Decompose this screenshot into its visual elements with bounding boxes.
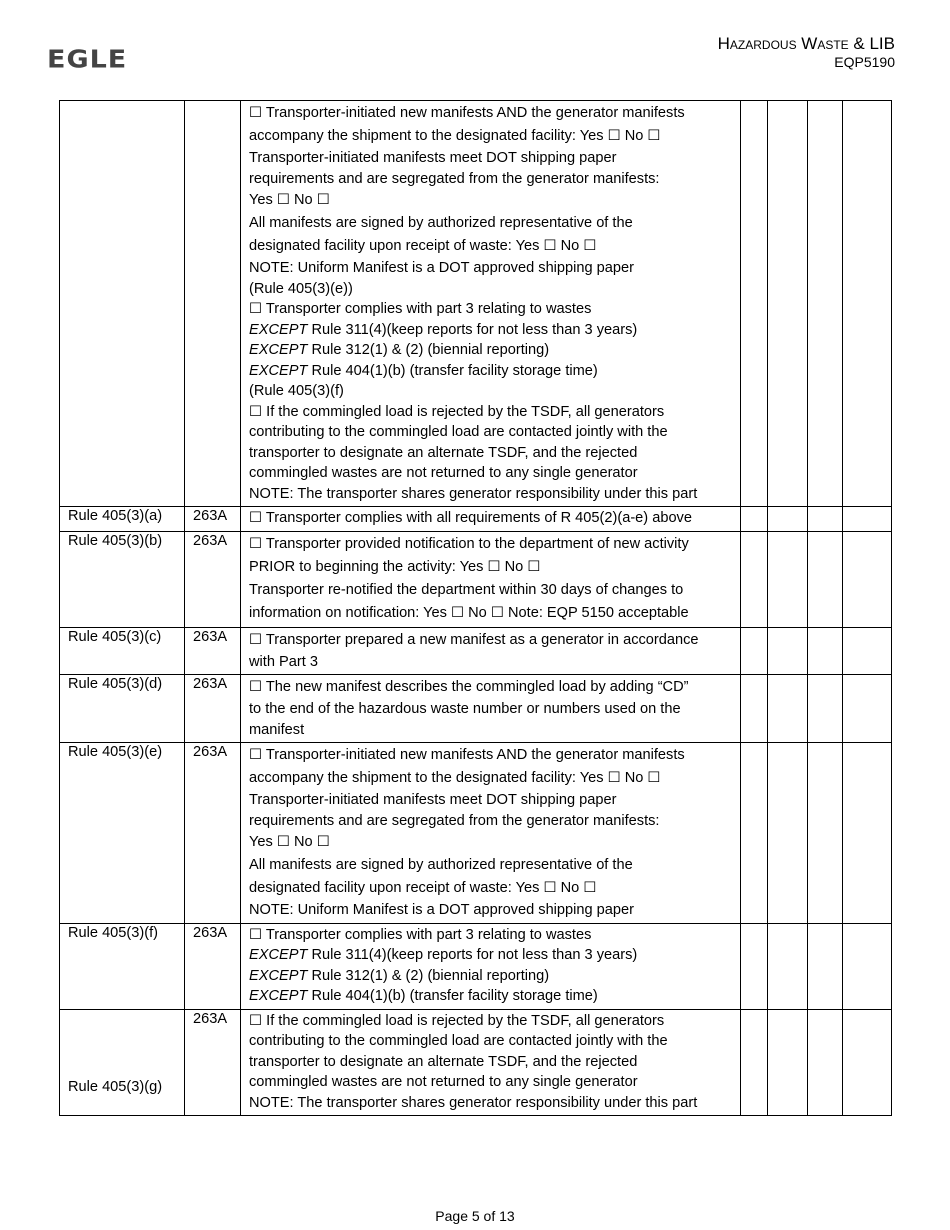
mark-cell[interactable] [768,101,808,507]
rule-cell: Rule 405(3)(c) [60,627,185,675]
page-number: Page 5 of 13 [435,1208,515,1224]
text-line: transporter to designate an alternate TSDF, and the rejected [249,444,638,461]
rule-cell: Rule 405(3)(e) [60,743,185,924]
mark-cell[interactable] [843,743,892,924]
text-line: Transporter re-notified the department within 30 days of changes to [249,581,684,598]
except-line [249,945,732,966]
text-line: transporter to designate an alternate TSDF, and the rejected [249,1053,638,1070]
mark-cell[interactable] [768,531,808,627]
inspection-checklist-table [59,100,892,1116]
description-cell [241,531,741,627]
text-line: All manifests are signed by authorized representative of the [249,857,633,873]
checkbox-item[interactable]: ☐ Transporter complies with part 3 relating to wastes [249,926,592,943]
table-row [60,507,892,532]
rule-cell [60,101,185,507]
except-line [249,361,732,382]
except-text: Rule 404(1)(b) (transfer facility storage time) [311,988,598,1004]
note-line: NOTE: The transporter shares generator responsibility under this part [249,1094,698,1111]
text-line: commingled wastes are not returned to any single generator [249,465,638,481]
description-cell [241,743,741,924]
code-cell: 263A [185,675,241,743]
mark-cell[interactable] [843,923,892,1009]
yes-no-item[interactable]: accompany the shipment to the designated facility: Yes ☐ No ☐ [249,770,661,786]
mark-cell[interactable] [808,627,843,675]
code-cell: 263A [185,507,241,532]
text-line: to the end of the hazardous waste number or numbers used on the [249,701,681,717]
text-line: (Rule 405(3)(f) [249,383,344,399]
except-text: Rule 312(1) & (2) (biennial reporting) [311,967,550,984]
egle-logo: EGLE [47,45,128,74]
except-line [249,966,732,987]
table-row [60,1009,892,1116]
mark-cell[interactable] [768,627,808,675]
except-label: EXCEPT [249,967,308,984]
mark-cell[interactable] [741,743,768,924]
except-label: EXCEPT [249,947,308,963]
mark-cell[interactable] [808,507,843,532]
except-label: EXCEPT [249,362,308,379]
mark-cell[interactable] [843,1009,892,1116]
mark-cell[interactable] [768,675,808,743]
yes-no-item[interactable]: PRIOR to beginning the activity: Yes ☐ No ☐ [249,558,541,575]
yes-no-item[interactable]: Yes ☐ No ☐ [249,192,330,208]
mark-cell[interactable] [741,531,768,627]
mark-cell[interactable] [768,743,808,924]
rule-cell: Rule 405(3)(f) [60,923,185,1009]
yes-no-item[interactable]: accompany the shipment to the designated facility: Yes ☐ No ☐ [249,128,661,144]
except-text: Rule 312(1) & (2) (biennial reporting) [311,342,550,358]
yes-no-item[interactable]: information on notification: Yes ☐ No ☐ Note: EQP 5150 acceptable [249,604,689,621]
mark-cell[interactable] [741,1009,768,1116]
description-cell [241,675,741,743]
mark-cell[interactable] [741,675,768,743]
except-line [249,320,732,341]
table-row [60,101,892,507]
description-cell [241,923,741,1009]
except-text: Rule 404(1)(b) (transfer facility storage time) [311,362,598,379]
mark-cell[interactable] [741,923,768,1009]
description-cell [241,627,741,675]
code-cell: 263A [185,923,241,1009]
code-cell: 263A [185,1009,241,1116]
text-line: All manifests are signed by authorized representative of the [249,215,633,231]
table-row [60,675,892,743]
mark-cell[interactable] [741,627,768,675]
mark-cell[interactable] [843,101,892,507]
text-line: contributing to the commingled load are contacted jointly with the [249,424,668,440]
checkbox-item[interactable]: ☐ Transporter provided notification to the department of new activity [249,535,689,552]
mark-cell[interactable] [808,531,843,627]
except-label: EXCEPT [249,321,308,338]
mark-cell[interactable] [843,507,892,532]
code-cell: 263A [185,743,241,924]
yes-no-item[interactable]: designated facility upon receipt of waste: Yes ☐ No ☐ [249,880,597,896]
mark-cell[interactable] [808,101,843,507]
table-row [60,531,892,627]
checkbox-item[interactable]: ☐ Transporter complies with all requirements of R 405(2)(a-e) above [249,510,692,526]
except-line [249,986,732,1007]
text-line: (Rule 405(3)(e)) [249,280,353,297]
description-cell [241,1009,741,1116]
note-line: NOTE: Uniform Manifest is a DOT approved shipping paper [249,260,635,276]
rule-cell: Rule 405(3)(b) [60,531,185,627]
description-cell [241,507,741,532]
checkbox-item[interactable]: ☐ Transporter complies with part 3 relating to wastes [249,301,592,317]
rule-cell: Rule 405(3)(d) [60,675,185,743]
text-line: manifest [249,721,305,738]
mark-cell[interactable] [768,507,808,532]
yes-no-item[interactable]: designated facility upon receipt of waste: Yes ☐ No ☐ [249,238,597,254]
note-line: NOTE: The transporter shares generator responsibility under this part [249,485,698,502]
note-line: NOTE: Uniform Manifest is a DOT approved shipping paper [249,902,635,918]
mark-cell[interactable] [808,923,843,1009]
mark-cell[interactable] [768,923,808,1009]
except-text: Rule 311(4)(keep reports for not less than 3 years) [311,947,638,963]
mark-cell[interactable] [808,743,843,924]
checkbox-item[interactable]: ☐ Transporter-initiated new manifests AND the generator manifests [249,747,685,763]
mark-cell[interactable] [768,1009,808,1116]
code-cell: 263A [185,627,241,675]
document-title: Hazardous Waste & LIB [717,34,895,53]
text-line: requirements and are segregated from the generator manifests: [249,170,660,187]
mark-cell[interactable] [808,675,843,743]
form-code: EQP5190 [834,54,895,70]
text-line: commingled wastes are not returned to any single generator [249,1074,638,1090]
text-line: Transporter-initiated manifests meet DOT shipping paper [249,792,617,808]
except-label: EXCEPT [249,988,308,1004]
except-text: Rule 311(4)(keep reports for not less than 3 years) [311,321,638,338]
mark-cell[interactable] [843,675,892,743]
text-line: with Part 3 [249,653,318,670]
mark-cell[interactable] [843,627,892,675]
text-line: Transporter-initiated manifests meet DOT shipping paper [249,150,617,166]
code-cell [185,101,241,507]
rule-cell: Rule 405(3)(g) [60,1009,185,1116]
table-row [60,743,892,924]
description-cell [241,101,741,507]
rule-cell: Rule 405(3)(a) [60,507,185,532]
text-line: contributing to the commingled load are contacted jointly with the [249,1033,668,1049]
mark-cell[interactable] [843,531,892,627]
checkbox-item[interactable]: ☐ If the commingled load is rejected by the TSDF, all generators [249,1012,665,1029]
table-row [60,627,892,675]
checkbox-item[interactable]: ☐ The new manifest describes the commingled load by adding “CD” [249,679,689,695]
page-header [718,34,895,70]
text-line: requirements and are segregated from the generator manifests: [249,812,660,829]
table-row [60,923,892,1009]
mark-cell[interactable] [808,1009,843,1116]
yes-no-item[interactable]: Yes ☐ No ☐ [249,834,330,850]
checkbox-item[interactable]: ☐ If the commingled load is rejected by the TSDF, all generators [249,403,665,420]
checkbox-item[interactable]: ☐ Transporter-initiated new manifests AND the generator manifests [249,105,685,121]
except-label: EXCEPT [249,342,308,358]
mark-cell[interactable] [741,101,768,507]
mark-cell[interactable] [741,507,768,532]
checkbox-item[interactable]: ☐ Transporter prepared a new manifest as a generator in accordance [249,631,699,648]
except-line [249,340,732,361]
code-cell: 263A [185,531,241,627]
